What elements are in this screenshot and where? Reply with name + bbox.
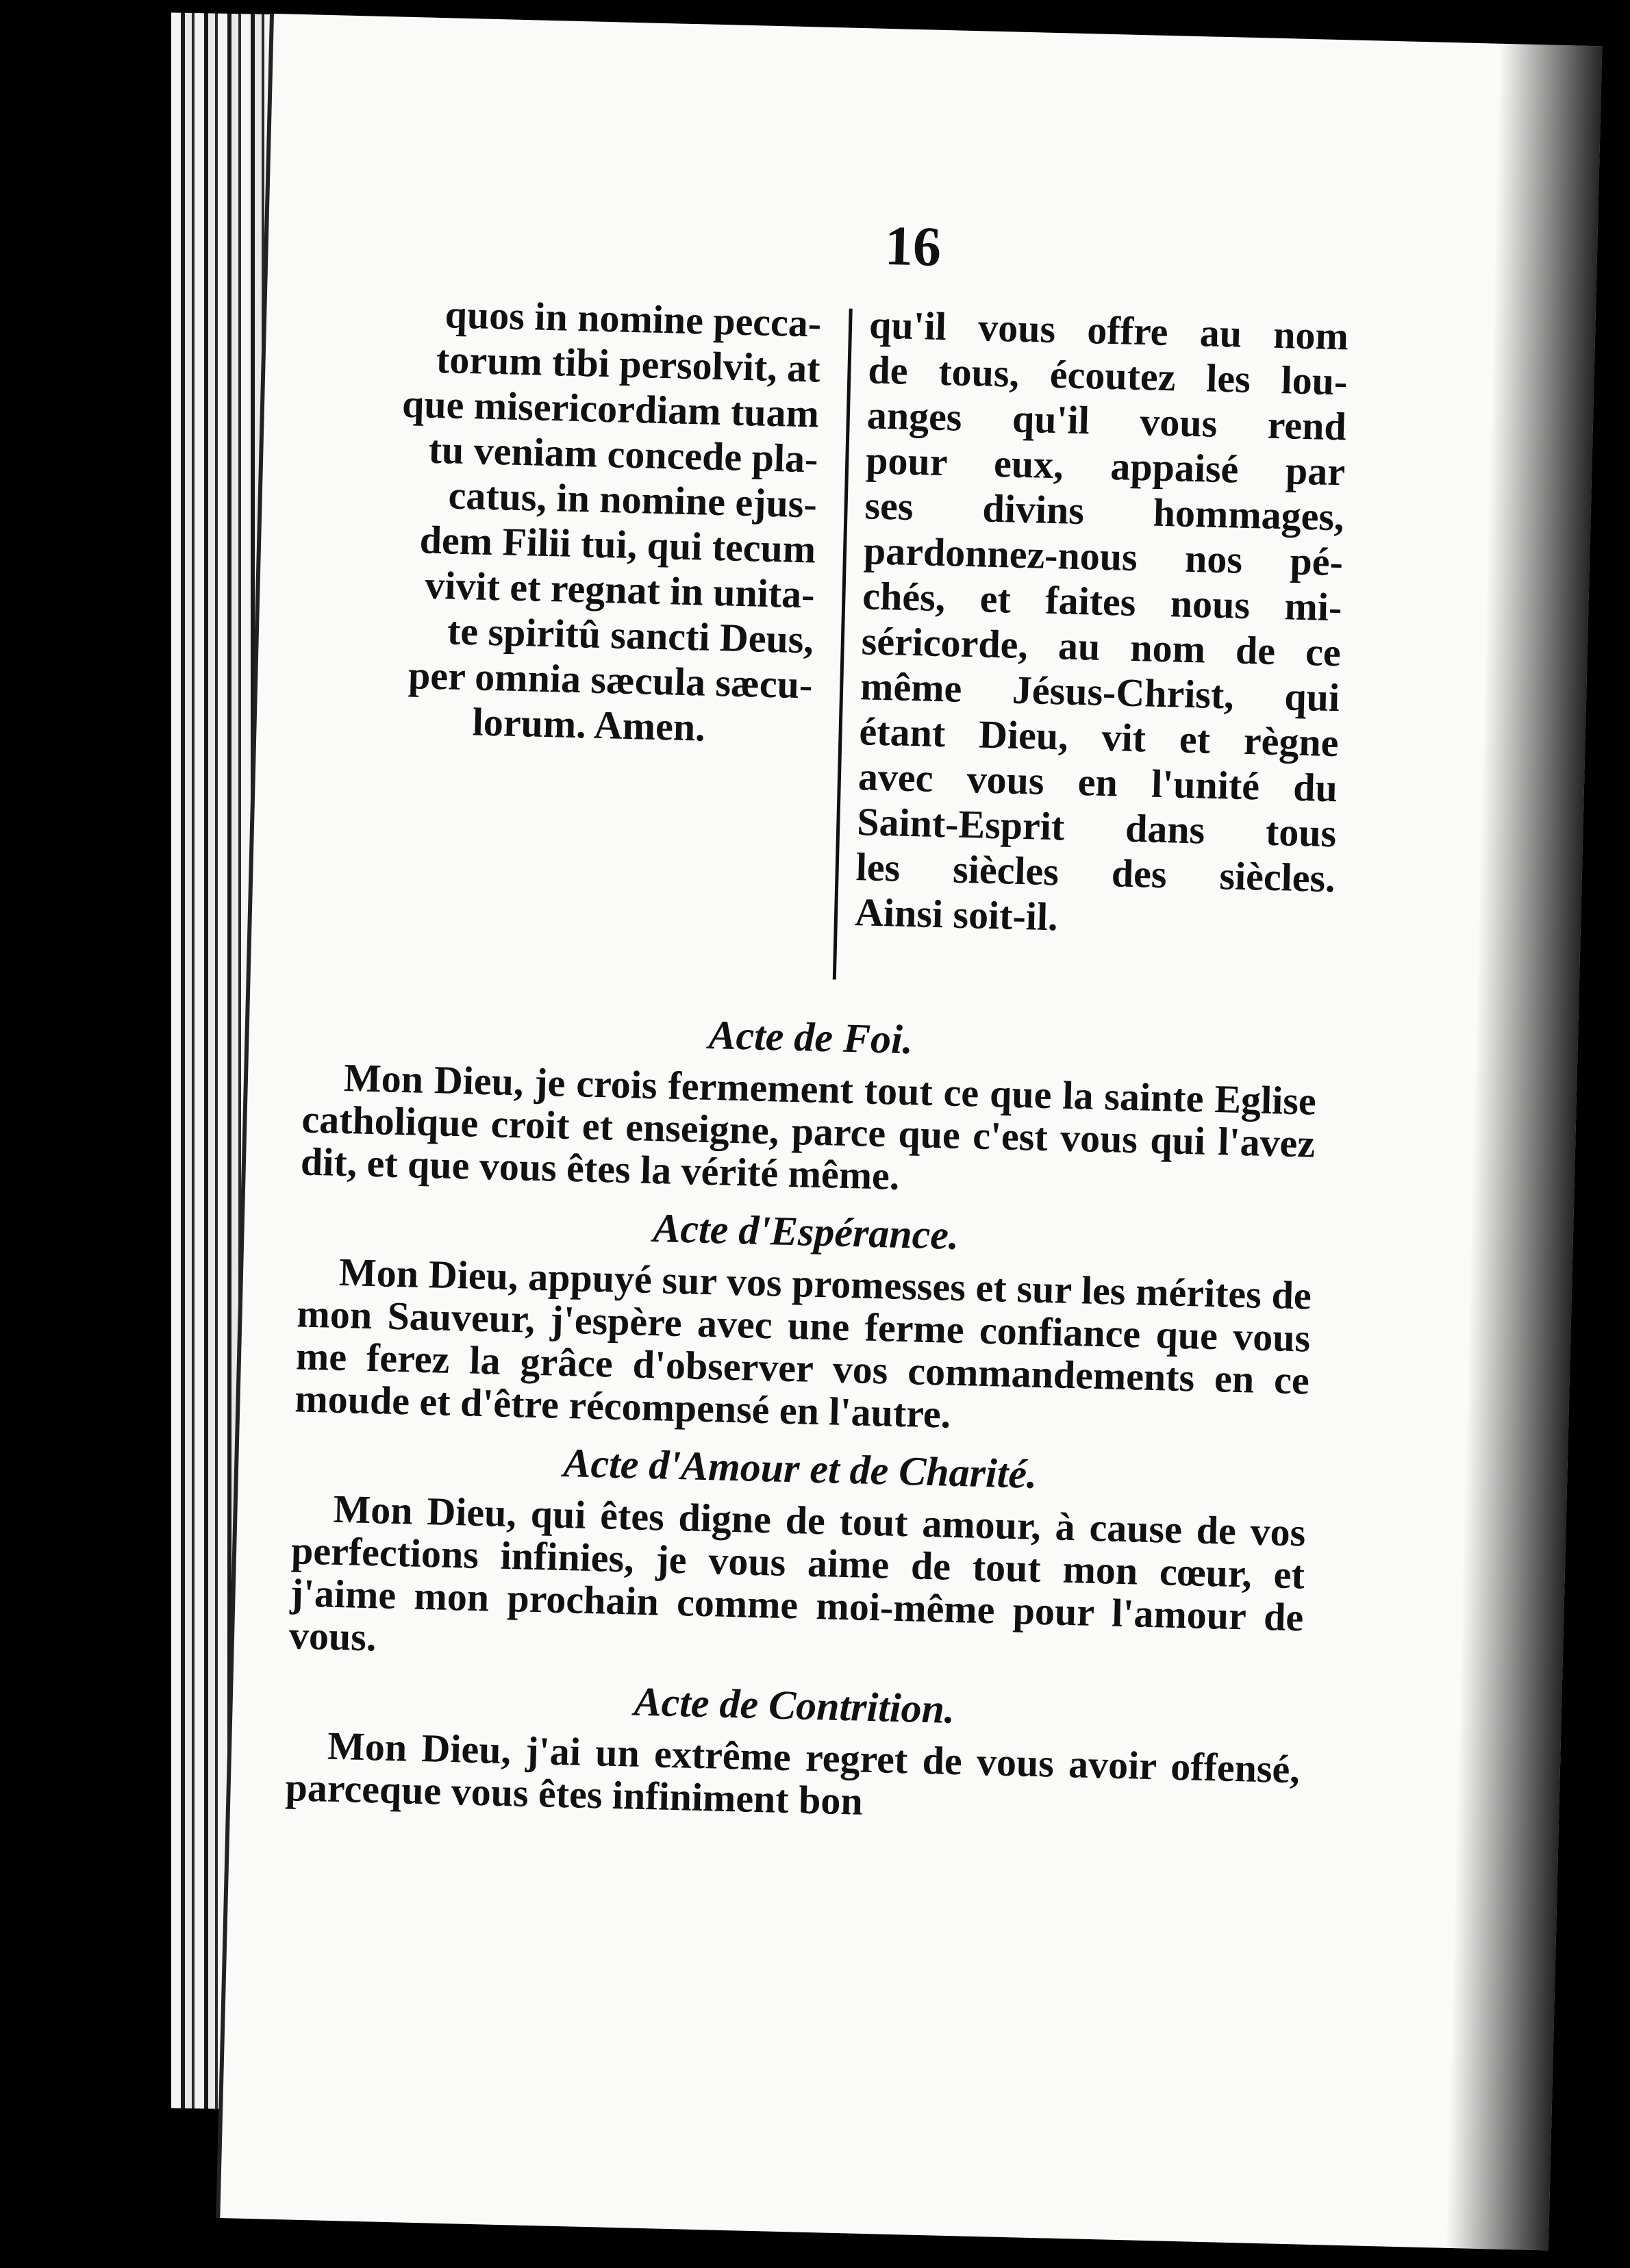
section-text: Mon Dieu, j'ai un extrême regret de vous avoir offensé, parceque vous êtes infiniment bon (284, 1723, 1301, 1824)
french-line: les siècles des siècles. (855, 844, 1336, 901)
latin-line: torum tibi persolvit, at (436, 336, 821, 391)
french-line: Ainsi soit-il. (854, 890, 1059, 940)
french-line: pour eux, appaisé par (865, 438, 1346, 494)
section-heading: Acte d'Espérance. (652, 1205, 960, 1258)
french-line: Saint-Esprit dans tous (856, 799, 1338, 856)
section-heading: Acte de Contrition. (633, 1678, 955, 1732)
section-text: Mon Dieu, qui êtes digne de tout amour, à cause de vos perfections infinies, je vous aime de tout mon cœur, et j'aime mon prochain comme moi-même pour l'amour de vous. (288, 1486, 1307, 1660)
act-of-hope (294, 1188, 1314, 1444)
french-column (854, 302, 1349, 946)
latin-line: quos in nomine pecca- (444, 292, 822, 346)
section-heading: Acte d'Amour et de Charité. (562, 1439, 1038, 1497)
latin-line: te spiritû sancti Deus, (447, 608, 814, 662)
french-line: avec vous en l'unité du (857, 754, 1338, 811)
act-of-faith (300, 994, 1318, 1208)
latin-line: per omnia sæcula sæcu- (408, 653, 814, 707)
prayer-acts (285, 994, 1318, 1839)
act-of-love (288, 1425, 1307, 1681)
page-gutter-shadow (1446, 44, 1603, 2251)
two-column-prayer (360, 290, 1349, 998)
act-of-contrition (285, 1662, 1302, 1833)
french-line: qu'il vous offre au nom (868, 302, 1349, 359)
latin-column (366, 290, 822, 753)
french-line: séricorde, au nom de ce (861, 618, 1342, 675)
latin-line: dem Filii tui, qui tecum (419, 517, 816, 572)
french-line: de tous, écoutez les lou- (867, 347, 1349, 404)
latin-line: vivit et regnat in unita- (424, 562, 816, 617)
french-line: pardonnez-nous nos pé- (863, 528, 1344, 585)
book-page (220, 14, 1602, 2250)
french-line: ses divins hommages, (864, 483, 1345, 540)
page-number: 16 (883, 214, 942, 278)
column-divider (833, 309, 853, 980)
french-line: anges qu'il vous rend (866, 392, 1347, 449)
section-heading: Acte de Foi. (707, 1011, 914, 1063)
latin-line: lorum. Amen. (472, 699, 706, 750)
french-line: étant Dieu, vit et règne (858, 709, 1340, 766)
french-line: chés, et faites nous mi- (862, 573, 1343, 630)
section-text: Mon Dieu, appuyé sur vos promesses et sur les mérites de mon Sauveur, j'espère avec une ferme confiance que vous me ferez la grâce d'observer vos commandements en ce moude et d'être récompensé en l'autre. (294, 1249, 1312, 1437)
french-line: même Jésus-Christ, qui (860, 664, 1340, 720)
section-text: Mon Dieu, je crois fermement tout ce que la sainte Eglise catholique croit et enseigne, parce que c'est vous qui l'avez dit, et que vous êtes la vérité même. (300, 1055, 1317, 1198)
latin-line: tu veniam concede pla- (428, 427, 819, 481)
latin-line: catus, in nomine ejus- (447, 473, 818, 527)
latin-line: que misericordiam tuam (401, 381, 820, 436)
